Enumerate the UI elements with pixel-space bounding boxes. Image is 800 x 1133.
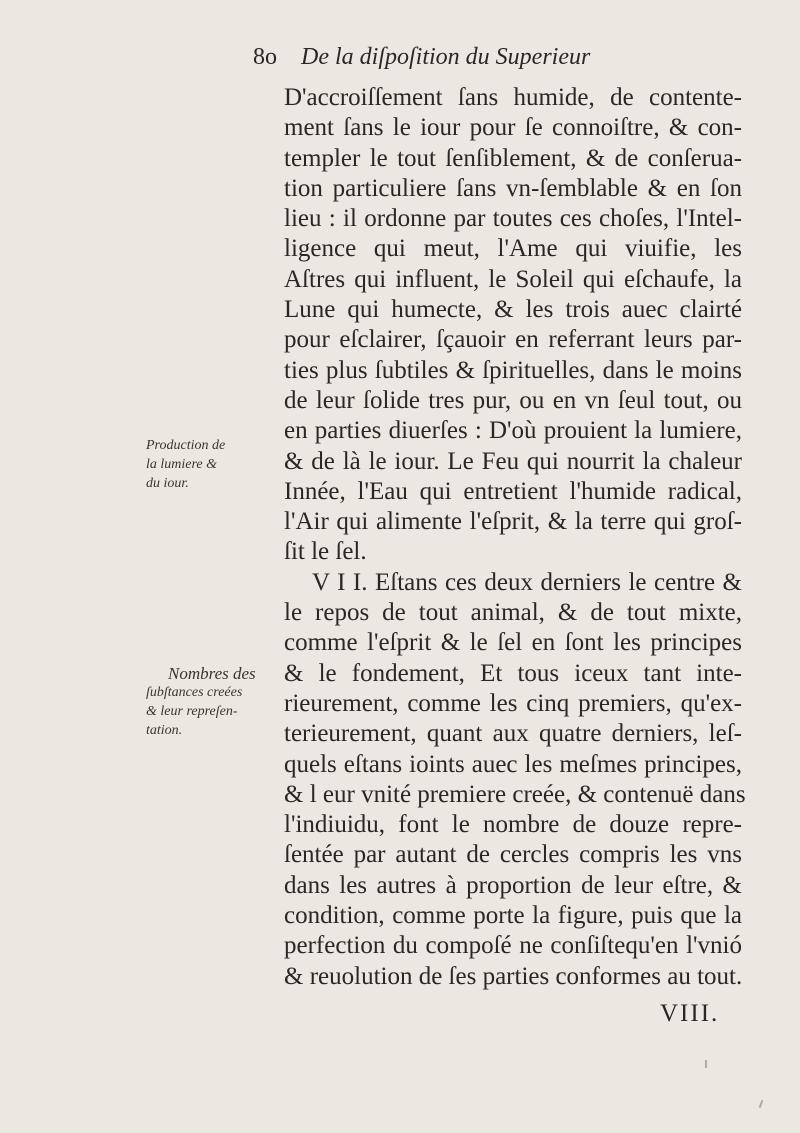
- text-line: Lune qui humecte, & les trois auec clairté: [284, 296, 742, 324]
- text-line: ties plus ſubtiles & ſpirituelles, dans le moins: [284, 356, 742, 384]
- catchword: VIII.: [660, 1000, 720, 1027]
- paper-speck: [759, 1100, 764, 1108]
- text-line: Innée, l'Eau qui entretient l'humide radical,: [284, 477, 742, 505]
- main-text-block: [284, 83, 746, 992]
- text-line: ſentée par autant de cercles compris les vns: [284, 841, 742, 869]
- text-line: ment ſans le iour pour ſe connoiſtre, & con-: [284, 114, 742, 142]
- running-head: De la diſpoſition du Superieur: [301, 44, 591, 70]
- section-heading-line: V I I. Eſtans ces deux derniers le centre &: [312, 568, 742, 596]
- margin-note-line: la lumiere &: [146, 457, 218, 472]
- text-line: D'accroiſſement ſans humide, de contente-: [284, 84, 742, 111]
- text-line: dans les autres à proportion de leur eſtre, &: [284, 871, 742, 899]
- text-line: le repos de tout animal, & de tout mixte,: [284, 599, 742, 627]
- text-line: templer le tout ſenſiblement, & de conſerua-: [284, 144, 742, 172]
- text-line: rieurement, comme les cinq premiers, qu'ex-: [284, 689, 742, 717]
- text-line: lieu : il ordonne par toutes ces choſes, l'Intel-: [284, 205, 742, 233]
- text-line: & le fondement, Et tous iceux tant inte-: [284, 659, 742, 687]
- text-line: perfection du compoſé ne conſiſtequ'en l'vnió: [284, 932, 742, 960]
- margin-note-light-and-day: [146, 436, 286, 493]
- text-line: & l eur vnité premiere creée, & contenuë dans: [284, 780, 746, 808]
- margin-note-numbers-of-substances: [146, 664, 286, 740]
- text-line: & reuolution de ſes parties conformes au tout.: [284, 962, 743, 990]
- text-line: l'Air qui alimente l'eſprit, & la terre qui groſ-: [284, 508, 742, 536]
- text-line: de leur ſolide tres pur, ou en vn ſeul tout, ou: [284, 386, 742, 414]
- margin-note-line: Nombres des: [168, 664, 256, 683]
- paper-speck: [705, 1060, 707, 1068]
- text-line: l'indiuidu, font le nombre de douze repre-: [284, 811, 742, 839]
- page-header: [253, 44, 713, 80]
- text-line: ligence qui meut, l'Ame qui viuifie, les: [284, 235, 742, 263]
- margin-note-line: & leur repreſen-: [146, 704, 238, 719]
- margin-note-line: ſubſtances creées: [146, 685, 243, 700]
- text-line: condition, comme porte la figure, puis que la: [284, 902, 742, 930]
- text-line: tion particuliere ſans vn-ſemblable & en ſon: [284, 174, 742, 202]
- text-line: en parties diuerſes : D'où prouient la lumiere,: [284, 417, 742, 445]
- text-line: terieurement, quant aux quatre derniers, leſ-: [284, 720, 742, 748]
- margin-note-line: tation.: [146, 723, 183, 738]
- text-line: & de là le iour. Le Feu qui nourrit la chaleur: [284, 447, 742, 475]
- margin-note-line: Production de: [146, 438, 226, 453]
- margin-note-line: du iour.: [146, 476, 189, 491]
- text-line: pour eſclairer, ſçauoir en referrant leurs par-: [284, 326, 742, 354]
- text-line: quels eſtans ioints auec les meſmes principes,: [284, 750, 742, 778]
- text-line: comme l'eſprit & le ſel en ſont les principes: [284, 629, 742, 657]
- text-line: Aſtres qui influent, le Soleil qui eſchaufe, la: [284, 265, 742, 293]
- text-line: ſit le ſel.: [284, 538, 367, 566]
- page-number: 8o: [253, 44, 277, 70]
